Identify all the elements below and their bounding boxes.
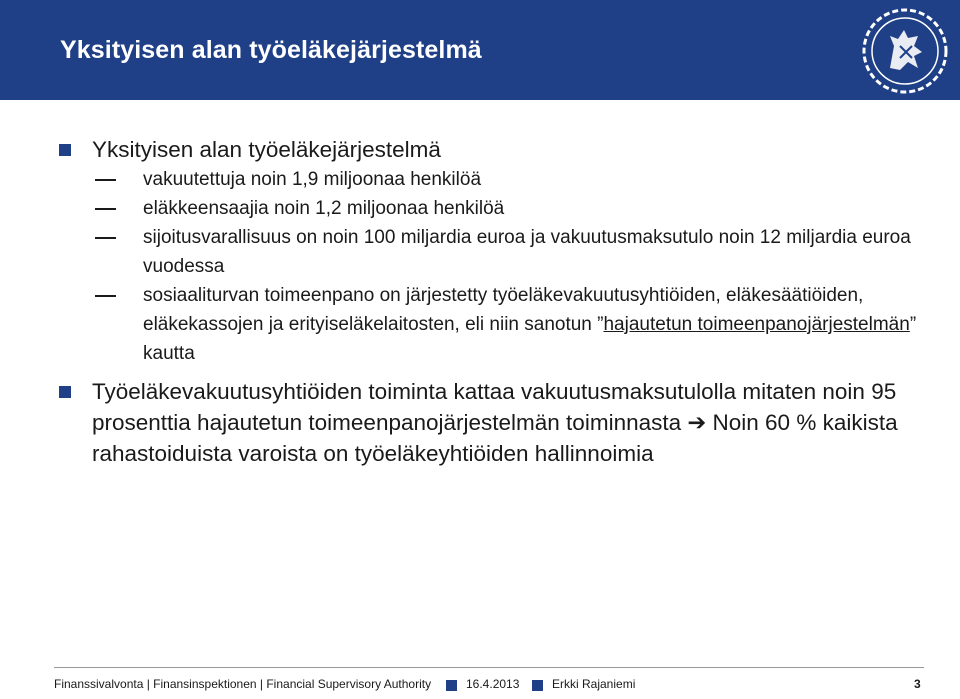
slide-body — [0, 134, 960, 469]
bullet-text: Työeläkevakuutusyhtiöiden toiminta kattaa vakuutusmaksutulolla mitaten noin 95 prosenttia hajautetun toimeenpanojärjestelmän toiminnasta — [92, 379, 897, 435]
footer-square-icon — [446, 680, 457, 691]
bullet-text: Yksityisen alan työeläkejärjestelmä — [92, 137, 441, 162]
header-bar — [0, 0, 960, 100]
page-number: 3 — [914, 677, 921, 691]
dash-bullet-icon — [95, 179, 116, 181]
lion-emblem-icon — [860, 6, 950, 96]
square-bullet-icon — [59, 386, 71, 398]
dash-bullet-icon — [95, 208, 116, 210]
sub-bullet-text-underlined: hajautetun toimeenpanojärjestelmän — [603, 314, 910, 335]
footer-divider — [54, 667, 924, 668]
footer-author: Erkki Rajaniemi — [552, 677, 636, 691]
bullet-item — [92, 376, 932, 469]
footer — [0, 667, 960, 699]
sub-bullet-text-after: ” kautta — [143, 314, 917, 364]
sub-bullet-item — [143, 165, 933, 194]
sub-bullet-item — [143, 194, 933, 223]
sub-bullet-text: sijoitusvarallisuus on noin 100 miljardia euroa ja vakuutusmaksutulo noin 12 miljardia euroa vuodessa — [143, 227, 911, 277]
dash-bullet-icon — [95, 295, 116, 297]
sub-bullet-item — [143, 281, 933, 368]
sub-bullet-item — [143, 223, 933, 281]
dash-bullet-icon — [95, 237, 116, 239]
sub-bullet-text: vakuutettuja noin 1,9 miljoonaa henkilöä — [143, 169, 482, 190]
footer-organization: Finanssivalvonta | Finansinspektionen | Financial Supervisory Authority — [54, 677, 432, 691]
square-bullet-icon — [59, 144, 71, 156]
footer-date: 16.4.2013 — [466, 677, 520, 691]
footer-square-icon — [532, 680, 543, 691]
slide-title: Yksityisen alan työeläkejärjestelmä — [60, 36, 482, 64]
right-arrow-icon: ➔ — [687, 410, 707, 435]
bullet-item — [92, 134, 932, 165]
sub-bullet-text: eläkkeensaajia noin 1,2 miljoonaa henkilöä — [143, 198, 505, 219]
sub-bullet-text-before: sosiaaliturvan toimeenpano on järjestetty työeläkevakuutusyhtiöiden, eläkesäätiöiden, eläkekassojen ja erityiseläkelaitosten, eli niin sanotun ” — [143, 285, 864, 335]
bullet-text-continued: Noin 60 % kaikista rahastoiduista varoista on työeläkeyhtiöiden hallinnoimia — [92, 410, 898, 466]
